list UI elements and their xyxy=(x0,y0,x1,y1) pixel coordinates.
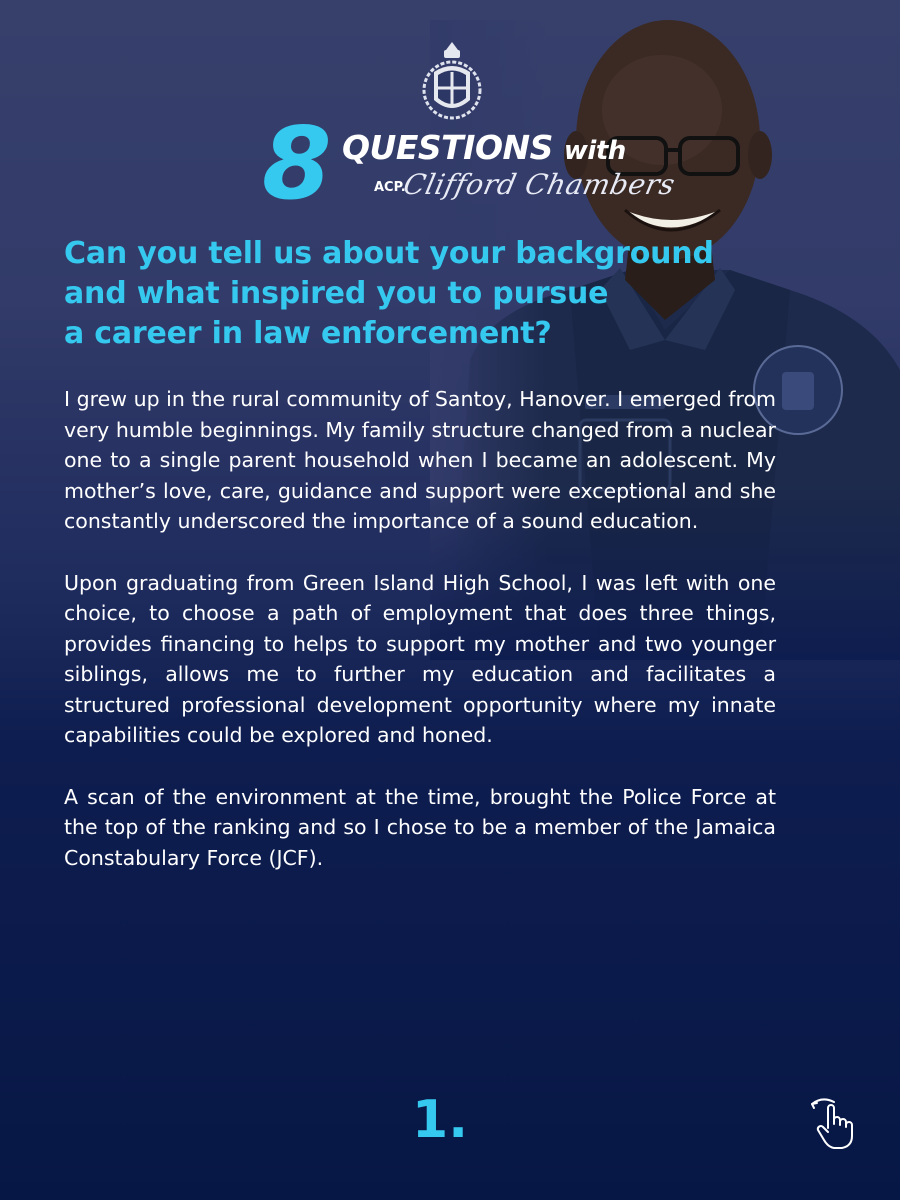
question-line: Can you tell us about your background xyxy=(64,236,714,271)
answer-body xyxy=(64,384,776,904)
signature-name: Clifford Chambers xyxy=(400,168,679,201)
question-heading xyxy=(64,234,784,354)
title-questions xyxy=(342,128,626,167)
answer-paragraph: A scan of the environment at the time, brought the Police Force at the top of the ranking and so I chose to be a member of the Jamaica Constabulary Force (JCF). xyxy=(64,784,776,870)
page-number: 1. xyxy=(412,1090,468,1150)
swipe-hand-icon[interactable] xyxy=(808,1094,858,1150)
series-title xyxy=(262,105,682,228)
title-with-label: with xyxy=(563,136,626,166)
title-questions-label: QUESTIONS xyxy=(342,128,553,167)
question-line: and what inspired you to pursue xyxy=(64,276,609,311)
question-line: a career in law enforcement? xyxy=(64,316,552,351)
answer-paragraph: I grew up in the rural community of Santoy, Hanover. I emerged from very humble beginnings. My family structure changed from a nuclear one to a single parent household when I became an adolescent. My mother’s love, care, guidance and support were exceptional and she constantly underscored the importance of a sound education. xyxy=(64,387,776,533)
title-rank: ACP. xyxy=(374,180,406,195)
answer-paragraph: Upon graduating from Green Island High School, I was left with one choice, to choose a path of employment that does three things, provides financing to helps to support my mother and two younger siblings, allows me to further my education and facilitates a structured professional development opportunity where my innate capabilities could be explored and honed. xyxy=(64,570,776,747)
title-number: 8 xyxy=(262,105,330,222)
jcf-crest-logo xyxy=(420,40,484,124)
